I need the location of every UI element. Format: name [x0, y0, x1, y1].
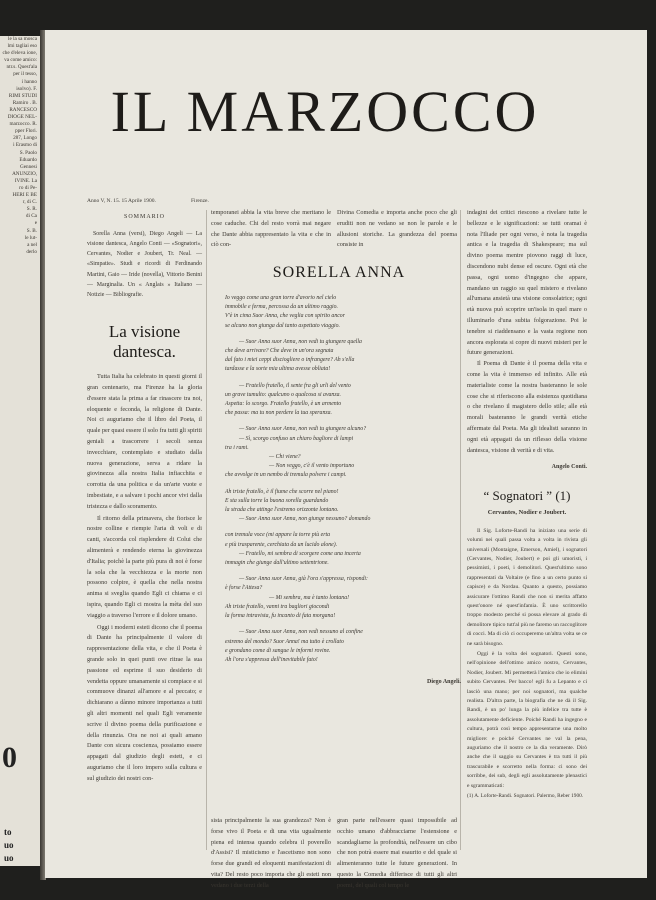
prev-frag: RANCESCO	[9, 106, 37, 113]
prev-frag: S. Paolo	[19, 149, 37, 156]
paragraph: Divina Comedia e importa anche poco che gli eruditi non ne vedano se non le parole e le allusioni storiche. La grandezza del poema consiste in	[337, 209, 457, 249]
prev-frag: r, di C.	[22, 199, 37, 206]
sognatori-title: “ Sognatori ” (1)	[483, 488, 571, 504]
prev-frag: le lut-	[24, 234, 37, 241]
poem-line: immagin che giunge dall'ultimo settentrione.	[225, 560, 329, 567]
poem-line: — Suor Anna suor Anna, non vedi tu giungere quella	[239, 338, 362, 345]
poem-signature: Diego Angeli.	[427, 679, 461, 686]
poem	[225, 294, 461, 687]
prev-frag: che d'eleva ione,	[2, 50, 37, 57]
paragraph: Oggi i moderni esteti dicono che il poema di Dante ha principalmente il valore di rappresentazione della vita, e che il Poeta è grande solo in quei punti ove ritrae la sua passione ed esprime il suo desiderio di vendetta oppure umanamente si compiace e si commuove dinanzi all'amore e al peccato; e dichiarano a dànno minore importanza a tutti gli altri momenti nel quali Egli veramente scrive il divino poema della purificazione e della rinunzia. Ora ne noi ai quali amano Dante con sicura coscienza, possiamo essere appagati dal giudizio degli esteti, e ci auguriamo che il loro impero sulla cultura e sul giudizio dei nostri con-	[87, 623, 202, 782]
poem-line: un grave tumulto: qualcuno o qualcosa si avanza.	[225, 391, 341, 398]
article-signature: Angelo Conti.	[551, 464, 587, 471]
prev-frag: le la sa mosca	[8, 36, 37, 42]
prev-frag: uo	[4, 840, 14, 850]
prev-frag: isolvo). F.	[16, 85, 37, 92]
prev-frag: i Erasmo di	[13, 142, 37, 149]
paragraph: Tutta Italia ha celebrato in questi giorni il gran centenario, ma Firenze ha la gloria d'essere stata la prima a far rinascere tra noi, eloquente e feconda, la religione di Dante. Noi ci auguriamo che il libro del Poeta, il quale per quasi essere il solo fra tutti gli spiriti geniali a trascorrere i secoli senza invecchiare, contemplato e studiato dalla nuova generazione, serva a ridare la giovinezza alla nostra Italia infiacchita e corrotta da una politica e da un'arte vuote e imbestiate, e a salvare i pochi ancor vivi dalla tristezza e dallo scoramento.	[87, 373, 202, 510]
prev-frag: 287, Longo	[13, 135, 37, 142]
prev-frag: ro di Pe-	[19, 184, 37, 191]
prev-frag: Eduardo	[19, 156, 37, 163]
prev-frag: ANUNZIO,	[12, 170, 37, 177]
poem-line: — Suor Anna suor Anna, non giunge nessuno? domando	[239, 516, 371, 523]
paragraph: Oggi è la volta dei sognatori. Questi sono, nell'opinione dell'ottimo amico nostro, Cervantes, Nodier, Joubert. Mi permetterà l'amico che io elimini subito Cervantes. Per bacco! egli fu a Lepanto e ci lasciò una mano; per noi sognatori, ma qualche realista. D'altra parte, la biografia che ne dà il Sig. Randi, è un po' lunga la più infelice tra tutte è assolutamente deficiente. Poiché Randi ha ingegno e cultura, potrà così tempo appresentarne una molto migliore: e poiché Cervantes ne val la pena, auguriamo che il nostro ce la dia veramente. Dirò anche che il saggio su Cervantes è tra tutti il più trascurabile e scorretto nella forma: ci sono dei sorribbe, dei sub, degli egli assolutamente plenastici e sgrammaticati:	[467, 651, 587, 789]
issue-info: Anno V, N. 15. 15 Aprile 1900.	[87, 198, 156, 204]
poem-line: — Suor Anna suor Anna, non vedi tu giungere alcuno?	[239, 426, 367, 433]
stanza-break	[225, 524, 461, 531]
issue-city: Firenze.	[191, 198, 209, 204]
prev-frag: e	[34, 220, 37, 227]
sognatori-subtitle: Cervantes, Nodier e Joubert.	[487, 508, 567, 516]
poem-line: tra i rami.	[225, 444, 249, 451]
prev-frag: uo	[4, 853, 14, 863]
prev-frag: derlo	[26, 248, 37, 255]
poem-line: con tremula voce (mi appare la torre più erta	[225, 532, 330, 539]
poem-line: è forse l'Attesa?	[225, 585, 263, 592]
prev-frag: ntr.s. Quest'ala	[6, 64, 37, 71]
prev-frag: marzocco. R.	[9, 121, 37, 128]
poem-line: E sta sulla torre la buona sorella guardando	[225, 497, 329, 504]
column-4	[467, 208, 587, 800]
prev-frag: RIMI STUDI	[8, 92, 37, 99]
poem-line: — Fratello, mi sembra di scorgere come una incerta	[239, 550, 361, 557]
poem-line: che passa: ma tu non perdere la tua speranza.	[225, 410, 332, 417]
previous-page-big-digit: 0	[2, 741, 17, 774]
newspaper-page	[45, 30, 647, 889]
poem-line: Ah triste fratello, è il fiume che scorre nel piano!	[225, 488, 339, 495]
poem-line: e grondano come di sangue le informi rovine.	[225, 647, 331, 654]
stanza-break	[225, 621, 461, 628]
stanza-break	[225, 418, 461, 425]
stanza-break	[225, 375, 461, 382]
column-2-top	[211, 208, 331, 251]
prev-frag: per il tesso,	[13, 71, 37, 78]
poem-line: Ah triste fratello, vanni tra bagliori giocondi	[225, 603, 330, 610]
sommario-label: SOMMARIO	[123, 214, 165, 220]
column-rule	[206, 210, 207, 850]
poem-line: che avvolge in un nembo di tremula polvere i campi.	[225, 472, 347, 479]
poem-line: Io veggo come una gran torre d'avorio nel cielo	[225, 295, 337, 301]
prev-frag: Gennesi	[20, 163, 37, 170]
poem-line: Ah l'ora s'appressa dell'inevitabile fato!	[225, 656, 318, 663]
stanza-break	[225, 568, 461, 575]
prev-frag: to	[4, 827, 12, 837]
article-title	[87, 322, 202, 362]
prev-frag: IVINE. La	[14, 177, 37, 184]
sommario-text: Sorella Anna (versi), Diego Angeli — La visione dantesca, Angelo Conti — «Sognatori», Cervantes, Nodier e Joubert, Tr. Neal. — «Simpatie». Studi e ricordi di Ferdinando Martini, Gaio — Iride (novella), Vittorio Benini — Marginalia. Un « Anglais » Italiano — Notizie — Bibliografie.	[87, 230, 202, 299]
poem-line: Aspetta: lo scorgo. Fratello fratello, è un armento	[225, 401, 342, 408]
prev-frag: DIOGE NEL-	[7, 114, 37, 121]
column-3-bottom	[337, 816, 457, 892]
poem-line: — Mi sembra, ma è tanto lontana!	[269, 594, 350, 601]
prev-frag: a nel	[27, 241, 37, 248]
paragraph: Il ritorno della primavera, che fiorisce le nostre colline e riempie l'aria di voli e di canti, s'accorda col risplendere di Colui che alimenterà e rendendo eterna la giovinezza d'Italia; poichè la parte più pura di noi è forse la sola che la vecchiezza e la morte non possono colpire, è quella che nella nostra anima si sveglia quando Egli ci chiama e ci ispira, quando Egli ci mostra la mèta del suo viaggio a traverso l'errore e il dolore umano.	[87, 514, 202, 619]
prev-frag: lmi tagliai eso	[7, 43, 37, 50]
poem-line: dal fato i miei ceppi disciogliere o infrangere? Ah s'ella	[225, 357, 355, 364]
footnote: (1) A. Loforte-Randi. Sognatori. Palermo, Reber 1900.	[467, 793, 584, 800]
stanza-break	[225, 481, 461, 488]
paragraph: temporanei abbia la vita breve che meritano le cose caduche. Chi del resto vorrà mai negare che Dante abbia rappresentato la vita e che in ciò con-	[211, 209, 331, 249]
prev-frag: di Ca	[25, 213, 37, 220]
previous-page-bold-fragments	[4, 826, 14, 865]
poem-line: immobile e ferma, percossa da un ultimo raggio.	[225, 304, 338, 311]
poem-line: e più trasparente, cerchiata da un lucido alone).	[225, 541, 338, 548]
paragraph: indagini dei critici riescono a rivelare tutte le bellezze e le significazioni: se tutti oramai è nota l'Iliade per ogni verso, è nota la tragedia antica e la tragedia di Shakespeare; ma sul divino poema mentre piovono raggi di luce, discendono nubi dense ed oscure. Ogni età che passa, ogni uomo d'ingegno che appare, mandano un raggio su quel mistero e rivelano all'umana ansietà una visione consolatrice; ogni età nuova può scoprire un'isola in quel mare o illuminarlo d'una subita folgorazione. Poi le tenebre si riaddensano e la vasta regione non ancora esplorata si copre di nuovi misteri per le future generazioni.	[467, 209, 587, 357]
paragraph: Il Sig. Loforte-Randi ha iniziato una serie di volumi nei quali passa volta a volta in rivista gli universali (Montaigne, Emerson, Amiel), i sognatori (Cervantes, Nodier, Joubert) e poi gli umoristi, i pessimisti, i poeti, i demolitori. Quest'ultimo sono rappresentati da Voltaire (e fino a un certo punto si capisce) e da Nordau. Quanto a questo, possiamo assicurare l'ottimo Randi che non si merita affatto quest'onore né quest'infamia. È uno scrittorello troppo modesto perché si possa elevare al grado di demolitore tipico tutt'al più ne faremo un raccoglitore di cocci. Ma di ciò ci occuperemo un'altra volta se ce ne sarà bisogno.	[467, 527, 587, 647]
prev-frag: S. R.	[26, 206, 37, 213]
poem-line: tardasse e la sorte mia ultima avesse obliata!	[225, 366, 331, 373]
column-3-top	[337, 208, 457, 251]
prev-frag: Ramiro . B.	[12, 99, 37, 106]
poem-line: — Sì, scorgo confuso un chiaro bagliore di lampi	[239, 435, 354, 442]
poem-line: — Fratello fratello, il sente fra gli urli del vento	[239, 382, 351, 389]
poem-line: — Suor Anna suor Anna, non vedi nessuno al confine	[239, 629, 363, 636]
prev-frag: HERI E BE	[12, 192, 37, 199]
paragraph: sista principalmente la sua grandezza? Non è forse vivo il Poeta e di una vita ugualmente piena ed intensa quando celebra il poverello d'Assisi? Il misticismo e l'ascetismo non sono forse due grandi ed eloquenti manifestazioni di vita? Del resto poco importa che gli esteti non vedano i due terzi della	[211, 817, 331, 889]
poem-line: — Chi viene?	[269, 454, 301, 461]
poem-line: la strada che attinge l'estremo orizzonte lontano.	[225, 507, 339, 514]
poem-line: la forma intravista, fu incanto di fata morgana!	[225, 613, 336, 620]
paragraph: gran parte nell'essere quasi impossibile ad occhio umano d'abbracciarne l'estensione e scandagliarne la profondità, nell'essere un cibo che non potrà essere mai esaurito e del quale si alimenteranno tutte le future generazioni. In questo la Comedia differisce di tutti gli altri poemi, del quali col tempo le	[337, 817, 457, 889]
poem-line: che deve arrivare? Che deve in un'ora segnata	[225, 348, 334, 355]
prev-frag: S. B.	[26, 227, 37, 234]
poem-line: — Non veggo, c'è il vento importuno	[269, 463, 355, 470]
prev-frag: va come amico:	[4, 57, 37, 64]
masthead: IL MARZOCCO	[110, 79, 540, 144]
stanza-break	[225, 331, 461, 338]
poem-line: — Suor Anna suor Anna, già l'ora s'appressa, rispondi:	[239, 576, 368, 583]
article-title-line: dantesca.	[113, 342, 176, 362]
poem-line: estremo del mondo? Suor Anna! ma tutto è crollato	[225, 638, 344, 645]
column-1	[87, 208, 202, 786]
prev-frag: pper Flori.	[15, 128, 37, 135]
poem-line: V'è in cima Suor Anna, che veglia con spirito ancor	[225, 313, 345, 320]
previous-page-text	[0, 36, 40, 256]
paragraph: Il Poema di Dante è il poema della vita e come la vita è immenso ed infinito. Alle età materialiste come la nostra basteranno le sole cose che si riferiscono alla esistenza quotidiana o che rivelano il magistero dello stile; alle età morali basteranno le grandi verità etiche affermate dal Poeta. Ma gli idealisti saranno in ogni età appagati da un riflesso della visione dantesca, visione di verità e di vita.	[467, 360, 587, 454]
article-title-line: La visione	[108, 322, 181, 342]
prev-frag: i hanno	[21, 78, 37, 85]
previous-page-edge	[0, 36, 40, 866]
poem-line: se alcuno non giunga dal tanto aspettato viaggio.	[225, 322, 340, 329]
stanza-break	[225, 665, 461, 672]
poem-title: SORELLA ANNA	[272, 264, 406, 281]
column-2-bottom	[211, 816, 331, 892]
